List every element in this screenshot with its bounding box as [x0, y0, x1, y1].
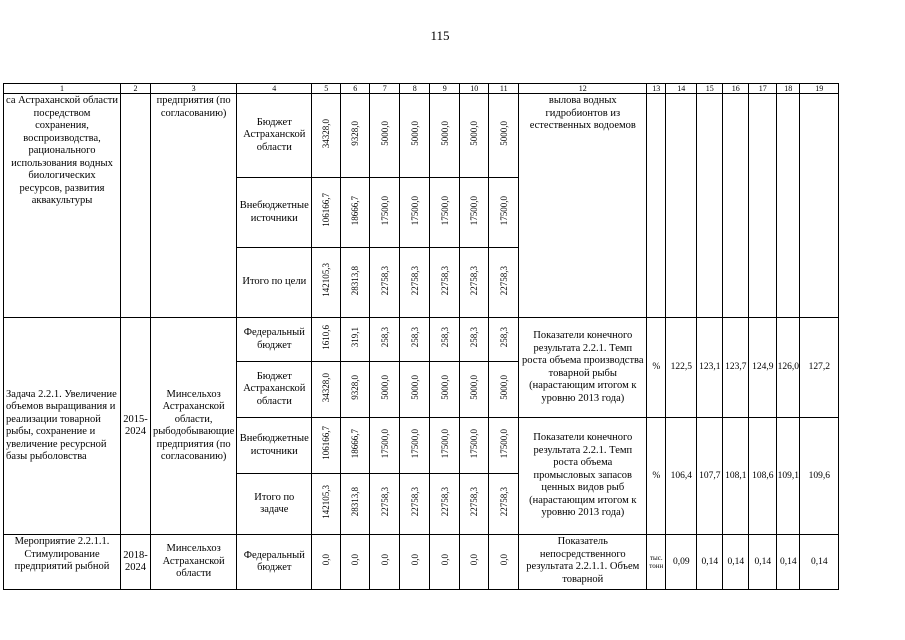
- amount-cell: 22758,3: [489, 474, 519, 535]
- header-cell: 14: [666, 84, 697, 94]
- amount-cell: 258,3: [430, 318, 460, 362]
- amount-cell: 22758,3: [400, 248, 430, 318]
- header-row: [4, 84, 839, 94]
- funding-source: Итого по цели: [237, 248, 312, 318]
- executor-cell: Минсельхоз Астраханской области, рыбодобывающие предприятия (по согласованию): [151, 318, 237, 535]
- amount-cell: 22758,3: [430, 248, 460, 318]
- period-cell: [121, 94, 151, 318]
- amount-cell: 258,3: [370, 318, 400, 362]
- amount-cell: 5000,0: [460, 94, 489, 178]
- unit-cell: тыс. тонн: [647, 535, 666, 590]
- amount-cell: 17500,0: [430, 418, 460, 474]
- header-cell: 15: [697, 84, 723, 94]
- indicator-value: 0,14: [723, 535, 749, 590]
- amount-cell: 1610,6: [312, 318, 341, 362]
- period-cell: 2015-2024: [121, 318, 151, 535]
- header-cell: 17: [749, 84, 777, 94]
- indicator-value: 0,14: [800, 535, 839, 590]
- amount-cell: 258,3: [489, 318, 519, 362]
- indicator-value: 108,6: [749, 418, 777, 535]
- budget-table: [3, 83, 839, 590]
- amount-cell: 28313,8: [341, 248, 370, 318]
- amount-cell: 17500,0: [400, 178, 430, 248]
- funding-source: Бюджет Астраханской области: [237, 94, 312, 178]
- table-row: [4, 94, 839, 178]
- amount-cell: 319,1: [341, 318, 370, 362]
- indicator-value: 123,1: [697, 318, 723, 418]
- indicator-description: Показатели конечного результата 2.2.1. Темп роста объема производства товарной рыбы (нарастающим итогом к уровню 2013 года): [519, 318, 647, 418]
- amount-cell: 17500,0: [370, 178, 400, 248]
- funding-source: Федеральный бюджет: [237, 535, 312, 590]
- indicator-value: [800, 94, 839, 318]
- indicator-value: [666, 94, 697, 318]
- amount-cell: 17500,0: [370, 418, 400, 474]
- indicator-value: 108,1: [723, 418, 749, 535]
- indicator-value: [777, 94, 800, 318]
- indicator-value: 122,5: [666, 318, 697, 418]
- indicator-value: [723, 94, 749, 318]
- amount-cell: 258,3: [460, 318, 489, 362]
- amount-cell: 22758,3: [489, 248, 519, 318]
- funding-source: Итого по задаче: [237, 474, 312, 535]
- header-cell: 4: [237, 84, 312, 94]
- indicator-value: 109,6: [800, 418, 839, 535]
- header-cell: 19: [800, 84, 839, 94]
- amount-cell: 5000,0: [400, 94, 430, 178]
- amount-cell: 5000,0: [460, 362, 489, 418]
- amount-cell: 17500,0: [430, 178, 460, 248]
- indicator-description: Показатели конечного результата 2.2.1. Темп роста объема промысловых запасов ценных видов рыб (нарастающим итогом к уровню 2013 года): [519, 418, 647, 535]
- goal-description: са Астраханской области посредством сохранения, воспроизводства, рационального использования водных биологических ресурсов, развития аквакультуры: [4, 94, 121, 318]
- header-cell: 5: [312, 84, 341, 94]
- indicator-description: Показатель непосредственного результата 2.2.1.1. Объем товарной: [519, 535, 647, 590]
- header-cell: 18: [777, 84, 800, 94]
- header-cell: 9: [430, 84, 460, 94]
- amount-cell: 142105,3: [312, 248, 341, 318]
- funding-source: Внебюджетные источники: [237, 418, 312, 474]
- header-cell: 11: [489, 84, 519, 94]
- amount-cell: 5000,0: [489, 362, 519, 418]
- indicator-value: 127,2: [800, 318, 839, 418]
- amount-cell: 17500,0: [400, 418, 430, 474]
- measure-description: Мероприятие 2.2.1.1. Стимулирование предприятий рыбной: [4, 535, 121, 590]
- unit-cell: [647, 94, 666, 318]
- amount-cell: 17500,0: [489, 418, 519, 474]
- amount-cell: 22758,3: [430, 474, 460, 535]
- amount-cell: 5000,0: [489, 94, 519, 178]
- indicator-value: 124,9: [749, 318, 777, 418]
- indicator-description: вылова водных гидробионтов из естественных водоемов: [519, 94, 647, 318]
- amount-cell: 5000,0: [430, 362, 460, 418]
- indicator-value: 107,7: [697, 418, 723, 535]
- amount-cell: 9328,0: [341, 362, 370, 418]
- indicator-value: 0,14: [777, 535, 800, 590]
- indicator-value: [697, 94, 723, 318]
- indicator-value: 106,4: [666, 418, 697, 535]
- amount-cell: 28313,8: [341, 474, 370, 535]
- amount-cell: 258,3: [400, 318, 430, 362]
- header-cell: 10: [460, 84, 489, 94]
- funding-source: Внебюджетные источники: [237, 178, 312, 248]
- funding-source: Бюджет Астраханской области: [237, 362, 312, 418]
- amount-cell: 18666,7: [341, 178, 370, 248]
- amount-cell: 106166,7: [312, 418, 341, 474]
- task-description: Задача 2.2.1. Увеличение объемов выращивания и реализации товарной рыбы, сохранение и увеличение ресурсной базы рыболовства: [4, 318, 121, 535]
- indicator-value: [749, 94, 777, 318]
- amount-cell: 17500,0: [460, 418, 489, 474]
- amount-cell: 142105,3: [312, 474, 341, 535]
- unit-cell: %: [647, 418, 666, 535]
- period-cell: 2018-2024: [121, 535, 151, 590]
- amount-cell: 22758,3: [370, 248, 400, 318]
- amount-cell: 18666,7: [341, 418, 370, 474]
- amount-cell: 34328,0: [312, 94, 341, 178]
- header-cell: 16: [723, 84, 749, 94]
- indicator-value: 0,09: [666, 535, 697, 590]
- amount-cell: 5000,0: [370, 94, 400, 178]
- header-cell: 13: [647, 84, 666, 94]
- table-row: [4, 318, 839, 362]
- indicator-value: 0,14: [697, 535, 723, 590]
- header-cell: 7: [370, 84, 400, 94]
- header-cell: 2: [121, 84, 151, 94]
- amount-cell: 0,0: [370, 535, 400, 590]
- header-cell: 6: [341, 84, 370, 94]
- amount-cell: 0,0: [489, 535, 519, 590]
- executor-cell: Минсельхоз Астраханской области: [151, 535, 237, 590]
- executor-cell: предприятия (по согласованию): [151, 94, 237, 318]
- amount-cell: 0,0: [312, 535, 341, 590]
- amount-cell: 5000,0: [370, 362, 400, 418]
- amount-cell: 22758,3: [460, 474, 489, 535]
- indicator-value: 126,0: [777, 318, 800, 418]
- amount-cell: 17500,0: [489, 178, 519, 248]
- header-cell: 12: [519, 84, 647, 94]
- header-cell: 8: [400, 84, 430, 94]
- amount-cell: 22758,3: [370, 474, 400, 535]
- amount-cell: 17500,0: [460, 178, 489, 248]
- amount-cell: 5000,0: [400, 362, 430, 418]
- amount-cell: 22758,3: [400, 474, 430, 535]
- amount-cell: 22758,3: [460, 248, 489, 318]
- amount-cell: 0,0: [341, 535, 370, 590]
- amount-cell: 0,0: [430, 535, 460, 590]
- indicator-value: 123,7: [723, 318, 749, 418]
- page-number: 115: [430, 28, 450, 43]
- indicator-value: 0,14: [749, 535, 777, 590]
- amount-cell: 0,0: [400, 535, 430, 590]
- table-row: [4, 535, 839, 590]
- amount-cell: 9328,0: [341, 94, 370, 178]
- amount-cell: 0,0: [460, 535, 489, 590]
- indicator-value: 109,1: [777, 418, 800, 535]
- amount-cell: 5000,0: [430, 94, 460, 178]
- amount-cell: 106166,7: [312, 178, 341, 248]
- header-cell: 1: [4, 84, 121, 94]
- amount-cell: 34328,0: [312, 362, 341, 418]
- unit-cell: %: [647, 318, 666, 418]
- funding-source: Федеральный бюджет: [237, 318, 312, 362]
- header-cell: 3: [151, 84, 237, 94]
